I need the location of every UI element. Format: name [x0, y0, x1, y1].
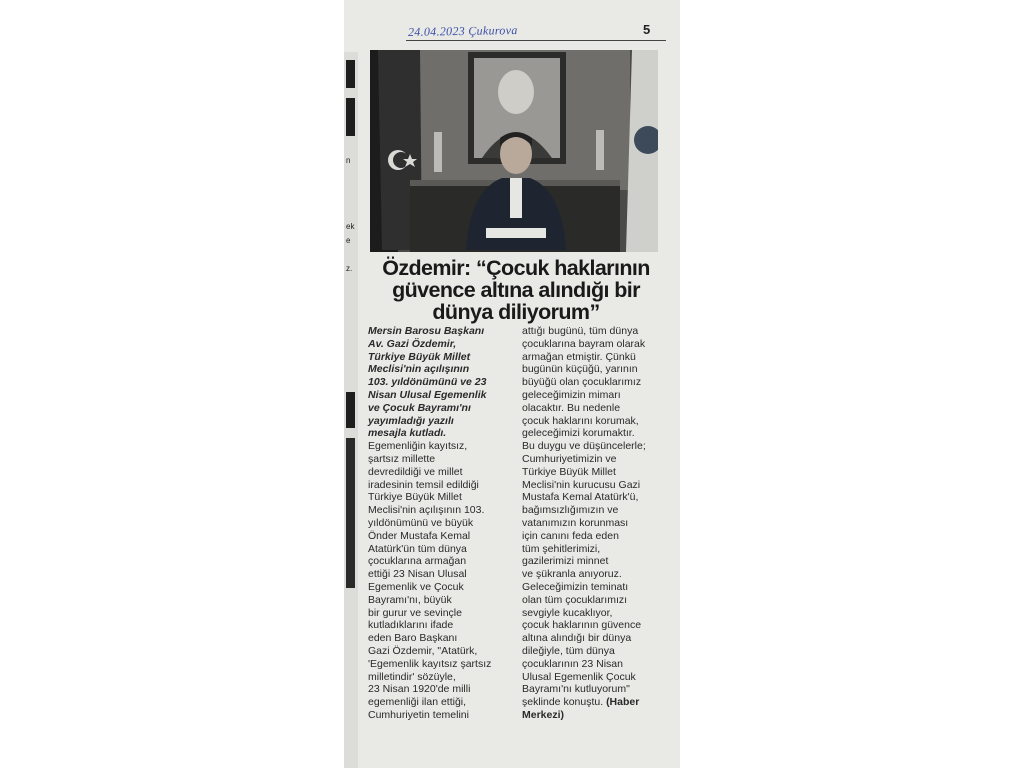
- adjacent-text-fragment: n: [346, 156, 351, 165]
- lead-line: mesajla kutladı.: [368, 427, 447, 440]
- body-line: sevgiyle kucaklıyor,: [522, 606, 613, 619]
- lead-line: Av. Gazi Özdemir,: [368, 337, 457, 350]
- body-line: tüm şehitlerimizi,: [522, 542, 601, 555]
- body-line: olan tüm çocuklarımızı: [522, 593, 628, 606]
- body-line: Cumhuriyetin temelini: [368, 708, 469, 721]
- lead-line: yayımladığı yazılı: [368, 414, 454, 427]
- body-line: çocuklarının 23 Nisan: [522, 657, 623, 670]
- body-line: Egemenliğin kayıtsız,: [368, 440, 468, 453]
- closing-text: şeklinde konuştu.: [522, 696, 604, 709]
- handwritten-date-note: 24.04.2023 Çukurova: [407, 23, 518, 39]
- body-line: çocuklarına bayram olarak: [522, 337, 646, 350]
- article-lead: [368, 325, 520, 440]
- adjacent-heading-block: [346, 98, 355, 136]
- lead-line: Türkiye Büyük Millet: [368, 350, 471, 363]
- adjacent-heading-block: [346, 60, 355, 88]
- body-line: Bayramı'nı, büyük: [368, 593, 452, 606]
- adjacent-text-fragment: ek: [346, 222, 355, 231]
- body-line: geleceğimizi korumaktır.: [522, 427, 635, 440]
- adjacent-column-edge: [344, 52, 358, 768]
- lead-line: ve Çocuk Bayramı'nı: [368, 401, 471, 414]
- office-portrait-illustration: [370, 50, 658, 252]
- headline-line: güvence altına alındığı bir: [392, 278, 640, 302]
- body-line: Meclisi'nin açılışının 103.: [368, 504, 485, 517]
- header-divider: [406, 40, 666, 41]
- page-number: 5: [643, 22, 651, 37]
- body-line: Egemenlik ve Çocuk: [368, 580, 464, 593]
- lead-line: 103. yıldönümünü ve 23: [368, 376, 487, 389]
- adjacent-image-block: [346, 438, 355, 588]
- newspaper-clipping: [344, 0, 680, 768]
- body-line: eden Baro Başkanı: [368, 632, 458, 645]
- closing-line: [522, 696, 672, 709]
- trophy-right: [596, 130, 604, 170]
- body-line: Türkiye Büyük Millet: [522, 465, 616, 478]
- body-line: gazilerimizi minnet: [522, 555, 609, 568]
- body-line: Önder Mustafa Kemal: [368, 529, 471, 542]
- body-line: çocuk haklarını korumak,: [522, 414, 639, 427]
- body-line: şartsız millette: [368, 452, 436, 465]
- body-line: Bu duygu ve düşüncelerle;: [522, 440, 646, 453]
- body-line: iradesinin temsil edildiği: [368, 478, 479, 491]
- article-photo: [370, 50, 658, 252]
- body-line: dileğiyle, tüm dünya: [522, 644, 615, 657]
- body-line: armağan etmiştir. Çünkü: [522, 350, 636, 363]
- source-credit: Merkezi): [522, 708, 565, 721]
- body-line: ve şükranla anıyoruz.: [522, 568, 622, 581]
- body-line: Türkiye Büyük Millet: [368, 491, 462, 504]
- article-column-right: [522, 325, 672, 722]
- body-line: olacaktır. Bu nedenle: [522, 401, 621, 414]
- body-line: vatanımızın korunması: [522, 516, 629, 529]
- body-line: egemenliği ilan ettiği,: [368, 696, 467, 709]
- body-line: attığı bugünü, tüm dünya: [522, 325, 639, 337]
- lead-line: Meclisi'nin açılışının: [368, 363, 470, 376]
- body-line: çocuk haklarının güvence: [522, 619, 642, 632]
- lead-line: Mersin Barosu Başkanı: [368, 325, 485, 337]
- trophy-left: [434, 132, 442, 172]
- body-line: Mustafa Kemal Atatürk'ü,: [522, 491, 639, 504]
- body-line: 23 Nisan 1920'de milli: [368, 683, 471, 696]
- adjacent-text-fragment: e: [346, 236, 351, 245]
- adjacent-image-block: [346, 392, 355, 428]
- body-line: ettiği 23 Nisan Ulusal: [368, 568, 467, 581]
- article-body-left: [368, 440, 520, 722]
- article-headline: [371, 257, 661, 323]
- adjacent-text-fragment: z.: [346, 264, 353, 273]
- body-line: milletindir' sözüyle,: [368, 670, 456, 683]
- body-line: Gazi Özdemir, "Atatürk,: [368, 644, 478, 657]
- body-line: için canını feda eden: [522, 529, 619, 542]
- body-line: devredildiği ve millet: [368, 465, 463, 478]
- body-line: kutladıklarını ifade: [368, 619, 454, 632]
- body-line: bir gurur ve sevinçle: [368, 606, 462, 619]
- body-line: 'Egemenlik kayıtsız şartsız: [368, 657, 492, 670]
- body-line: bağımsızlığımızın ve: [522, 504, 619, 517]
- body-line: Meclisi'nin kurucusu Gazi: [522, 478, 641, 491]
- source-credit: (Haber: [606, 696, 640, 709]
- body-line: büyüğü olan çocuklarımız: [522, 376, 642, 389]
- article-column-left: [368, 325, 520, 722]
- body-line: Atatürk'ün tüm dünya: [368, 542, 467, 555]
- body-line: Cumhuriyetimizin ve: [522, 452, 617, 465]
- headline-line: dünya diliyorum”: [432, 300, 600, 324]
- body-line: geleceğimizin mimarı: [522, 388, 621, 401]
- body-line: Bayramı'nı kutluyorum": [522, 683, 630, 696]
- body-line: Geleceğimizin teminatı: [522, 580, 629, 593]
- lead-line: Nisan Ulusal Egemenlik: [368, 388, 487, 401]
- body-line: altına alındığı bir dünya: [522, 632, 632, 645]
- body-line: çocuklarına armağan: [368, 555, 467, 568]
- body-line: yıldönümünü ve büyük: [368, 516, 474, 529]
- portrait-face: [498, 70, 534, 114]
- body-line: bugünün küçüğü, yarının: [522, 363, 638, 376]
- headline-line: Özdemir: “Çocuk haklarının: [382, 256, 650, 280]
- body-line: Ulusal Egemenlik Çocuk: [522, 670, 636, 683]
